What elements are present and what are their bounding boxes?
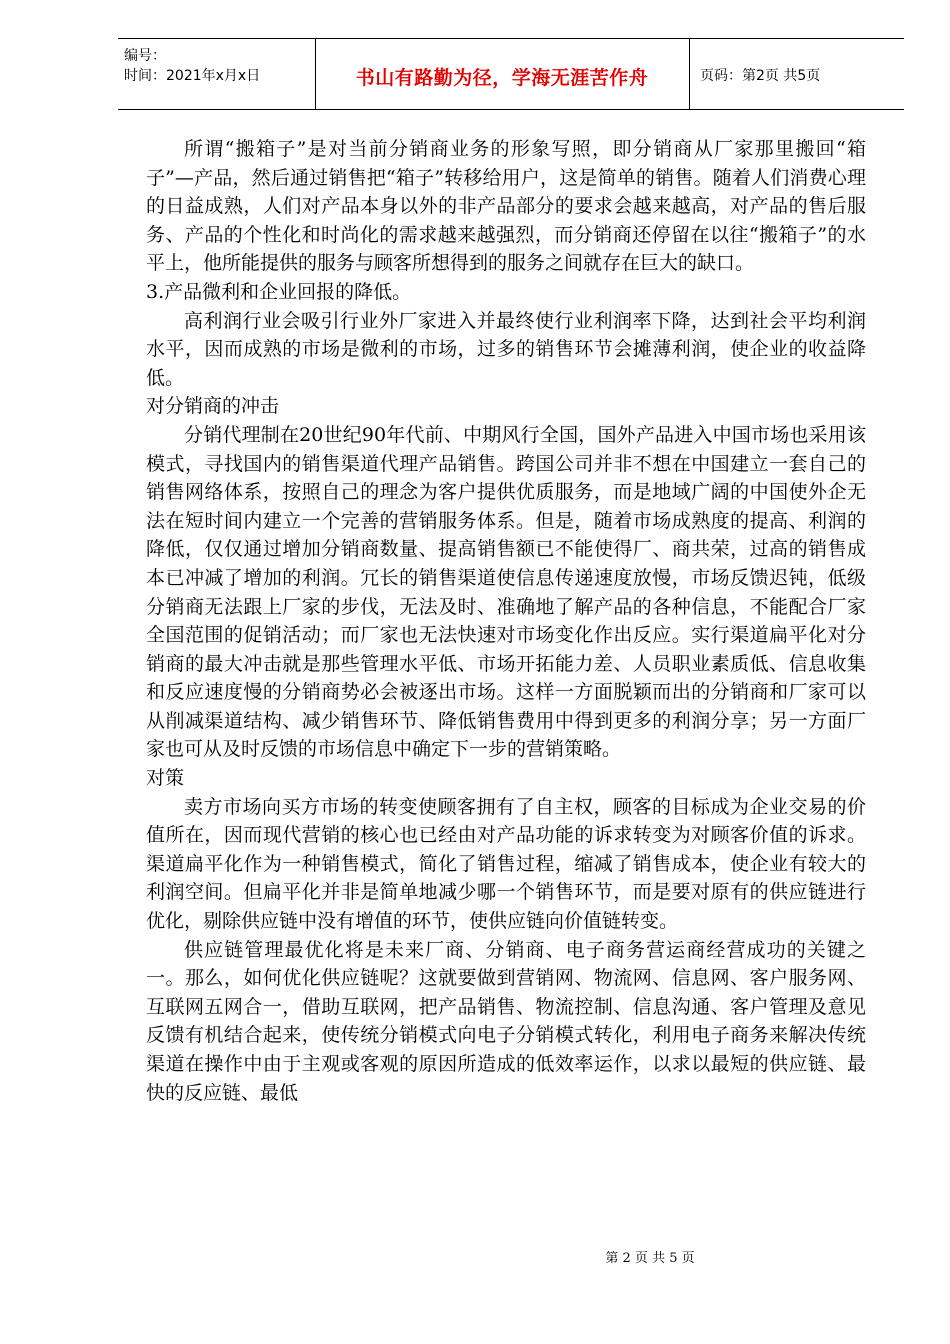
document-body [146, 135, 866, 1107]
header-page-cell [690, 39, 904, 109]
header-motto-cell [315, 39, 690, 109]
header-page-number: 页码：第2页 共5页 [700, 68, 821, 84]
page-footer: 第 2 页 共 5 页 [605, 1251, 695, 1266]
header-motto: 书山有路勤为径，学海无涯苦作舟 [355, 67, 649, 89]
section-heading-low-profit: 3.产品微利和企业回报的降低。 [146, 280, 412, 303]
document-time-label: 时间：2021年x月x日 [124, 68, 261, 84]
paragraph-supply-chain: 供应链管理最优化将是未来厂商、分销商、电子商务营运商经营成功的关键之一。那么，如何优化供应链呢？这就要做到营销网、物流网、信息网、客户服务网、互联网五网合一，借助互联网，把产品销售、物流控制、信息沟通、客户管理及意见反馈有机结合起来，使传统分销模式向电子分销模式转化，利用电子商务来解决传统渠道在操作中由于主观或客观的原因所造成的低效率运作，以求以最短的供应链、最快的反应链、最低 [146, 938, 866, 1104]
page-header [118, 38, 904, 110]
paragraph-impact: 分销代理制在20世纪90年代前、中期风行全国，国外产品进入中国市场也采用该模式，寻找国内的销售渠道代理产品销售。跨国公司并非不想在中国建立一套自己的销售网络体系，按照自己的理念为客户提供优质服务，而是地域广阔的中国使外企无法在短时间内建立一个完善的营销服务体系。但是，随着市场成熟度的提高、利润的降低，仅仅通过增加分销商数量、提高销售额已不能使得厂、商共荣，过高的销售成本已冲减了增加的利润。冗长的销售渠道使信息传递速度放慢，市场反馈迟钝，低级分销商无法跟上厂家的步伐，无法及时、准确地了解产品的各种信息，不能配合厂家全国范围的促销活动；而厂家也无法快速对市场变化作出反应。实行渠道扁平化对分销商的最大冲击就是那些管理水平低、市场开拓能力差、人员职业素质低、信息收集和反应速度慢的分销商势必会被逐出市场。这样一方面脱颖而出的分销商和厂家可以从削减渠道结构、减少销售环节、降低销售费用中得到更多的利润分享；另一方面厂家也可从及时反馈的市场信息中确定下一步的营销策略。 [146, 423, 866, 761]
paragraph-low-profit: 高利润行业会吸引行业外厂家进入并最终使行业利润率下降，达到社会平均利润水平，因而成熟的市场是微利的市场，过多的销售环节会摊薄利润，使企业的收益降低。 [146, 309, 866, 389]
paragraph-countermeasures: 卖方市场向买方市场的转变使顾客拥有了自主权，顾客的目标成为企业交易的价值所在，因而现代营销的核心也已经由对产品功能的诉求转变为对顾客价值的诉求。渠道扁平化作为一种销售模式，简化了销售过程，缩减了销售成本，使企业有较大的利润空间。但扁平化并非是简单地减少哪一个销售环节，而是要对原有的供应链进行优化，剔除供应链中没有增值的环节，使供应链向价值链转变。 [146, 795, 866, 933]
header-meta-cell [118, 39, 316, 109]
document-number-label: 编号： [124, 48, 166, 64]
section-heading-impact: 对分销商的冲击 [146, 395, 280, 418]
section-heading-countermeasures: 对策 [146, 767, 185, 790]
paragraph-moving-boxes: 所谓“搬箱子”是对当前分销商业务的形象写照，即分销商从厂家那里搬回“箱子”—产品，然后通过销售把“箱子”转移给用户，这是简单的销售。随着人们消费心理的日益成熟，人们对产品本身以外的非产品部分的要求会越来越高，对产品的售后服务、产品的个性化和时尚化的需求越来越强烈，而分销商还停留在以往“搬箱子”的水平上，他所能提供的服务与顾客所想得到的服务之间就存在巨大的缺口。 [146, 138, 866, 275]
